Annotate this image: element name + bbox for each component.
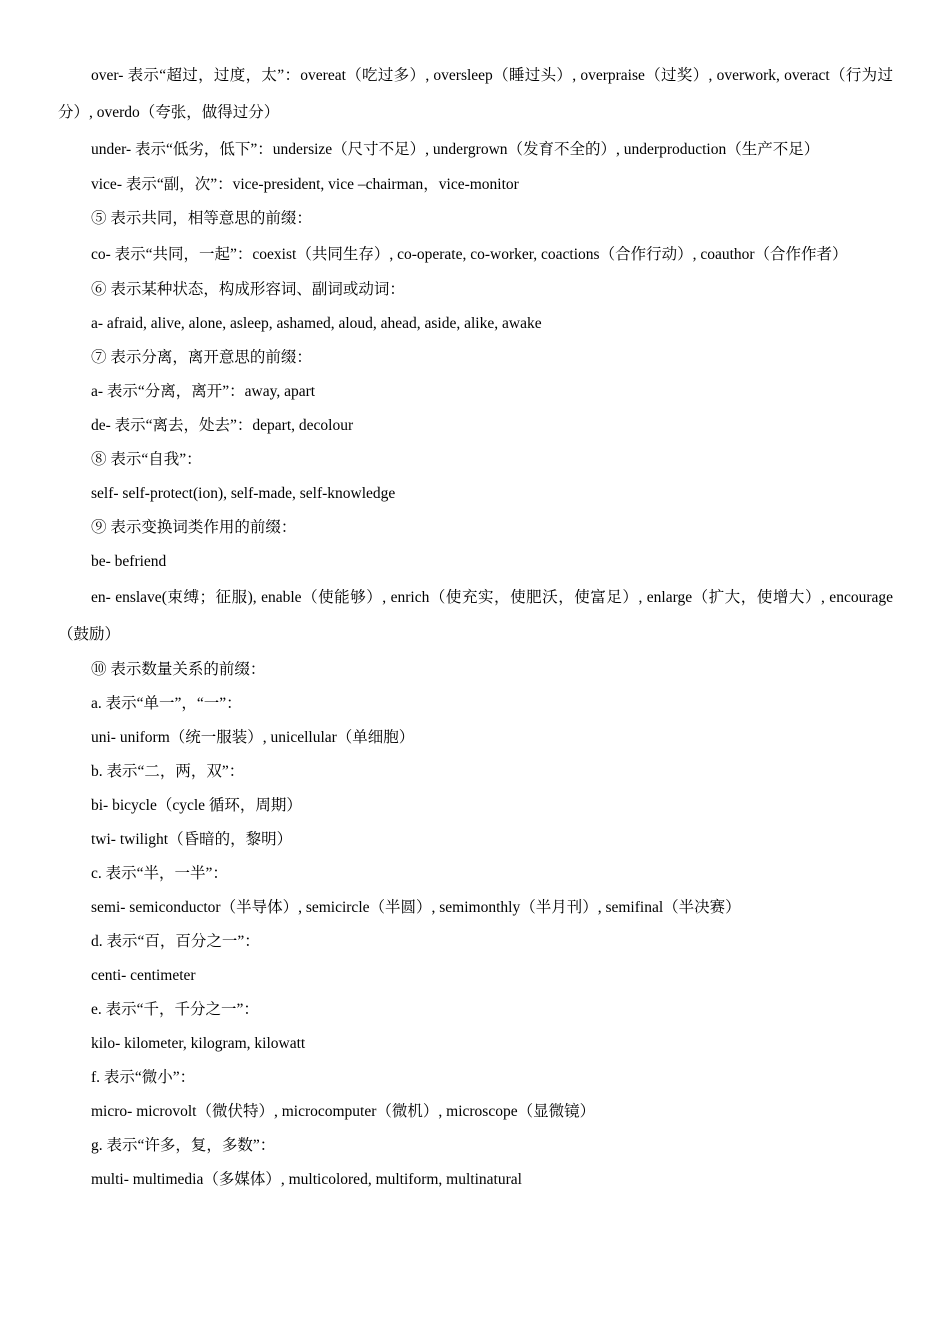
heading-separation-prefix: ⑦ 表示分离，离开意思的前缀： bbox=[91, 349, 312, 366]
paragraph-a-separation: a- 表示“分离，离开”：away, apart bbox=[91, 383, 316, 400]
paragraph-multi: multi- multimedia（多媒体）, multicolored, multiform, multinatural bbox=[91, 1171, 522, 1188]
paragraph-de: de- 表示“离去，处去”：depart, decolour bbox=[91, 417, 354, 434]
subheading-micro: f. 表示“微小”： bbox=[91, 1069, 196, 1086]
paragraph-a-state: a- afraid, alive, alone, asleep, ashamed, aloud, ahead, aside, alike, awake bbox=[91, 315, 542, 332]
paragraph-semi: semi- semiconductor（半导体）, semicircle（半圆）, semimonthly（半月刊）, semifinal（半决赛） bbox=[91, 899, 741, 916]
subheading-thousand: e. 表示“千，千分之一”： bbox=[91, 1001, 259, 1018]
subheading-multi: g. 表示“许多，复，多数”： bbox=[91, 1137, 276, 1154]
heading-common-prefix: ⑤ 表示共同，相等意思的前缀： bbox=[91, 210, 312, 227]
paragraph-under: under- 表示“低劣，低下”：undersize（尺寸不足）, undergrown（发育不全的）, underproduction（生产不足） bbox=[91, 141, 820, 158]
subheading-half: c. 表示“半，一半”： bbox=[91, 865, 228, 882]
heading-quantity-prefix: ⑩ 表示数量关系的前缀： bbox=[91, 661, 266, 678]
paragraph-over: over- 表示“超过，过度，太”：overeat（吃过多）, oversleep（睡过头）, overpraise（过奖）, overwork, overact（行为过分）, overdo（夸张，做得过分） bbox=[58, 67, 893, 121]
subheading-hundred: d. 表示“百，百分之一”： bbox=[91, 933, 260, 950]
paragraph-self: self- self-protect(ion), self-made, self-knowledge bbox=[91, 485, 396, 502]
heading-wordclass-prefix: ⑨ 表示变换词类作用的前缀： bbox=[91, 519, 297, 536]
paragraph-twi: twi- twilight（昏暗的，黎明） bbox=[91, 831, 293, 848]
subheading-single: a. 表示“单一”，“一”： bbox=[91, 695, 242, 712]
document-body bbox=[58, 57, 893, 1197]
paragraph-kilo: kilo- kilometer, kilogram, kilowatt bbox=[91, 1035, 306, 1052]
subheading-two: b. 表示“二，两，双”： bbox=[91, 763, 245, 780]
paragraph-vice: vice- 表示“副，次”：vice-president, vice –chairman，vice-monitor bbox=[91, 176, 519, 193]
paragraph-co: co- 表示“共同，一起”：coexist（共同生存）, co-operate, co-worker, coactions（合作行动）, coauthor（合作作者） bbox=[91, 246, 848, 263]
heading-state-prefix: ⑥ 表示某种状态，构成形容词、副词或动词： bbox=[91, 281, 405, 298]
paragraph-be: be- befriend bbox=[91, 553, 167, 570]
heading-self-prefix: ⑧ 表示“自我”： bbox=[91, 451, 202, 468]
paragraph-en: en- enslave(束缚；征服), enable（使能够）, enrich（使充实，使肥沃，使富足）, enlarge（扩大，使增大）, encourage（鼓励） bbox=[58, 589, 893, 643]
paragraph-micro: micro- microvolt（微伏特）, microcomputer（微机）, microscope（显微镜） bbox=[91, 1103, 596, 1120]
paragraph-centi: centi- centimeter bbox=[91, 967, 196, 984]
paragraph-uni: uni- uniform（统一服装）, unicellular（单细胞） bbox=[91, 729, 415, 746]
paragraph-bi: bi- bicycle（cycle 循环，周期） bbox=[91, 797, 302, 814]
